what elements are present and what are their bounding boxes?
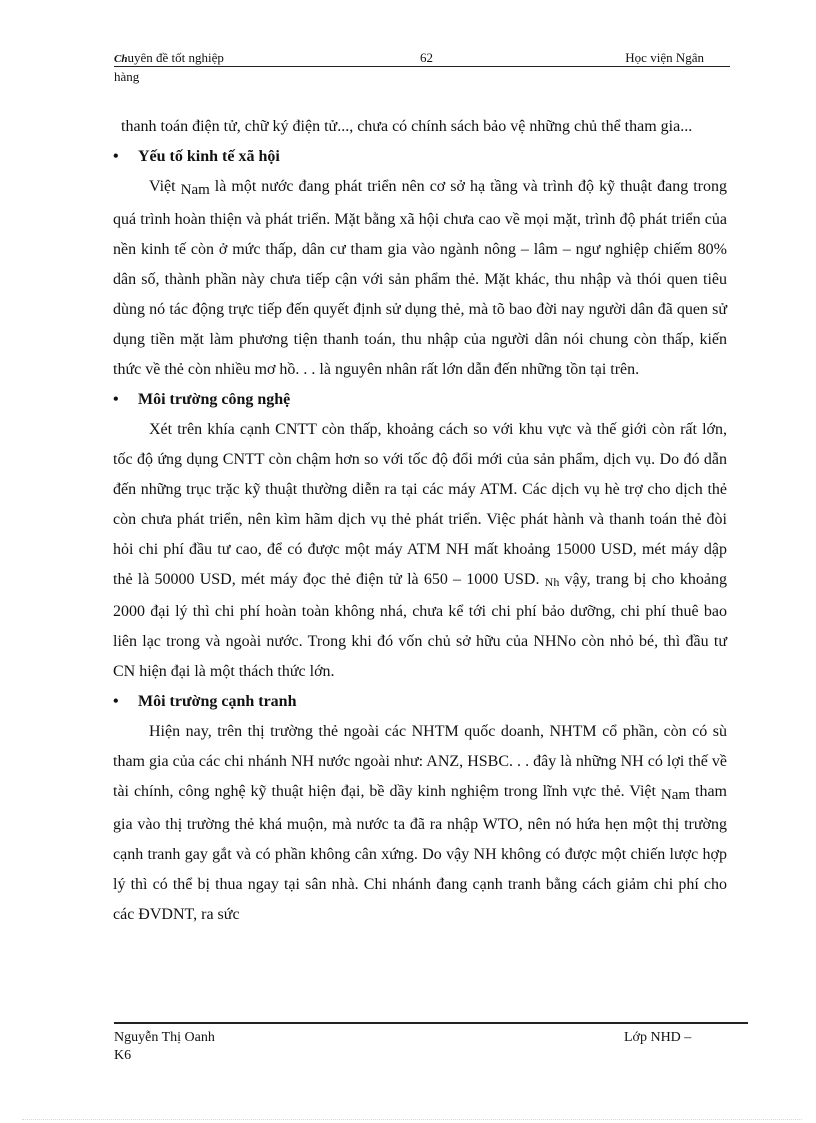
text-run-subscript: Nh bbox=[544, 575, 560, 589]
text-run: Việt bbox=[149, 178, 181, 195]
text-run-subscript: Nam bbox=[660, 787, 691, 803]
text-run: Hiện nay, trên thị trường thẻ ngoài các NHTM quốc doanh, NHTM cổ phần, còn có sù tham gia của các chi nhánh NH nước ngoài như: ANZ, HSBC. . . đây là những NH có lợi thế về tài chính, công nghệ kỹ thuật hiện đại, bề dầy kinh nghiệm trong lĩnh vực thẻ. Việt bbox=[113, 723, 727, 800]
paragraph-competition bbox=[113, 717, 727, 930]
bullet-icon: • bbox=[113, 391, 119, 408]
section-heading-technology bbox=[113, 385, 727, 415]
header-rule bbox=[114, 66, 730, 67]
text-run: Xét trên khía cạnh CNTT còn thấp, khoảng cách so với khu vực và thế giới còn rất lớn, tốc độ ứng dụng CNTT còn chậm hơn so với tốc độ đổi mới của sản phẩm, dịch vụ. Do đó dẫn đến những trục trặc kỹ thuật thường diễn ra tại các máy ATM. Các dịch vụ hè trợ cho dịch thẻ còn chưa phát triển, nên kìm hãm dịch vụ thẻ phát triển. Việc phát hành và thanh toán thẻ đòi hỏi chi phí đầu tư cao, để có được một máy ATM NH mất khoảng 15000 USD, mét máy dập thẻ là 50000 USD, mét máy đọc thẻ điện tử là 650 – 1000 USD. bbox=[113, 421, 727, 588]
footer-class: Lớp NHD – bbox=[624, 1030, 692, 1045]
footer-author: Nguyễn Thị Oanh bbox=[114, 1030, 215, 1045]
section-heading-text: Môi trường cạnh tranh bbox=[138, 693, 297, 710]
header-title-mark: Ch bbox=[114, 53, 128, 65]
document-body bbox=[113, 112, 727, 930]
page-edge bbox=[22, 1119, 802, 1120]
section-heading-text: Yếu tố kinh tế xã hội bbox=[138, 148, 280, 165]
text-run: vậy, trang bị cho khoảng 2000 đại lý thì chi phí hoàn toàn không nhá, chưa kể tới chi phí bảo dưỡng, chi phí thuê bao liên lạc trong và ngoài nước. Trong khi đó vốn chủ sở hữu của NHNo còn nhỏ bé, thì đầu tư CN hiện đại là một thách thức lớn. bbox=[113, 571, 727, 680]
footer-rule bbox=[114, 1022, 748, 1024]
bullet-icon: • bbox=[113, 693, 119, 710]
page-number: 62 bbox=[420, 50, 433, 65]
paragraph-economic-social bbox=[113, 172, 727, 385]
text-run: tham gia vào thị trường thẻ khá muộn, mà nước ta đã ra nhập WTO, nên nó hứa hẹn một thị trường cạnh tranh gay gắt và có phần không cân xứng. Do vậy NH không có được một chiến lược hợp lý thì có thể bị thua ngay tại sân nhà. Chi nhánh đang cạnh tranh bằng cách giảm chi phí cho các ĐVDNT, ra sức bbox=[113, 783, 728, 923]
section-heading-economic-social bbox=[113, 142, 727, 172]
footer-class-continuation: K6 bbox=[114, 1048, 132, 1063]
paragraph-intro: thanh toán điện tử, chữ ký điện tử..., chưa có chính sách bảo vệ những chủ thể tham gia... bbox=[121, 118, 693, 135]
header-institution-continuation: hàng bbox=[114, 69, 140, 84]
text-run: là một nước đang phát triển nên cơ sở hạ tầng và trình độ kỹ thuật đang trong quá trình hoàn thiện và phát triển. Mặt bằng xã hội chưa cao về mọi mặt, trình độ phát triển của nền kinh tế còn ở mức thấp, dân cư tham gia vào ngành nông – lâm – ngư nghiệp chiếm 80% dân số, thành phần này chưa tiếp cận với sản phẩm thẻ. Mặt khác, thu nhập và thói quen tiêu dùng nó tác động trực tiếp đến quyết định sử dụng thẻ, mà tõ bao đời nay người dân đã quen sử dụng tiền mặt làm phương tiện thanh toán, thu nhập của người dân nói chung còn thấp, kiến thức về thẻ còn nhiều mơ hồ. . . là nguyên nhân rất lớn dẫn đến những tồn tại trên. bbox=[113, 178, 727, 378]
header-document-title bbox=[114, 50, 224, 66]
page-header bbox=[114, 50, 730, 66]
section-heading-competition bbox=[113, 687, 727, 717]
header-title-text: uyên đề tốt nghiệp bbox=[127, 50, 224, 65]
paragraph-technology bbox=[113, 415, 727, 687]
bullet-icon: • bbox=[113, 148, 119, 165]
text-run-subscript: Nam bbox=[180, 182, 210, 198]
header-institution: Học viện Ngân bbox=[625, 50, 704, 65]
section-heading-text: Môi trường công nghệ bbox=[138, 391, 291, 408]
